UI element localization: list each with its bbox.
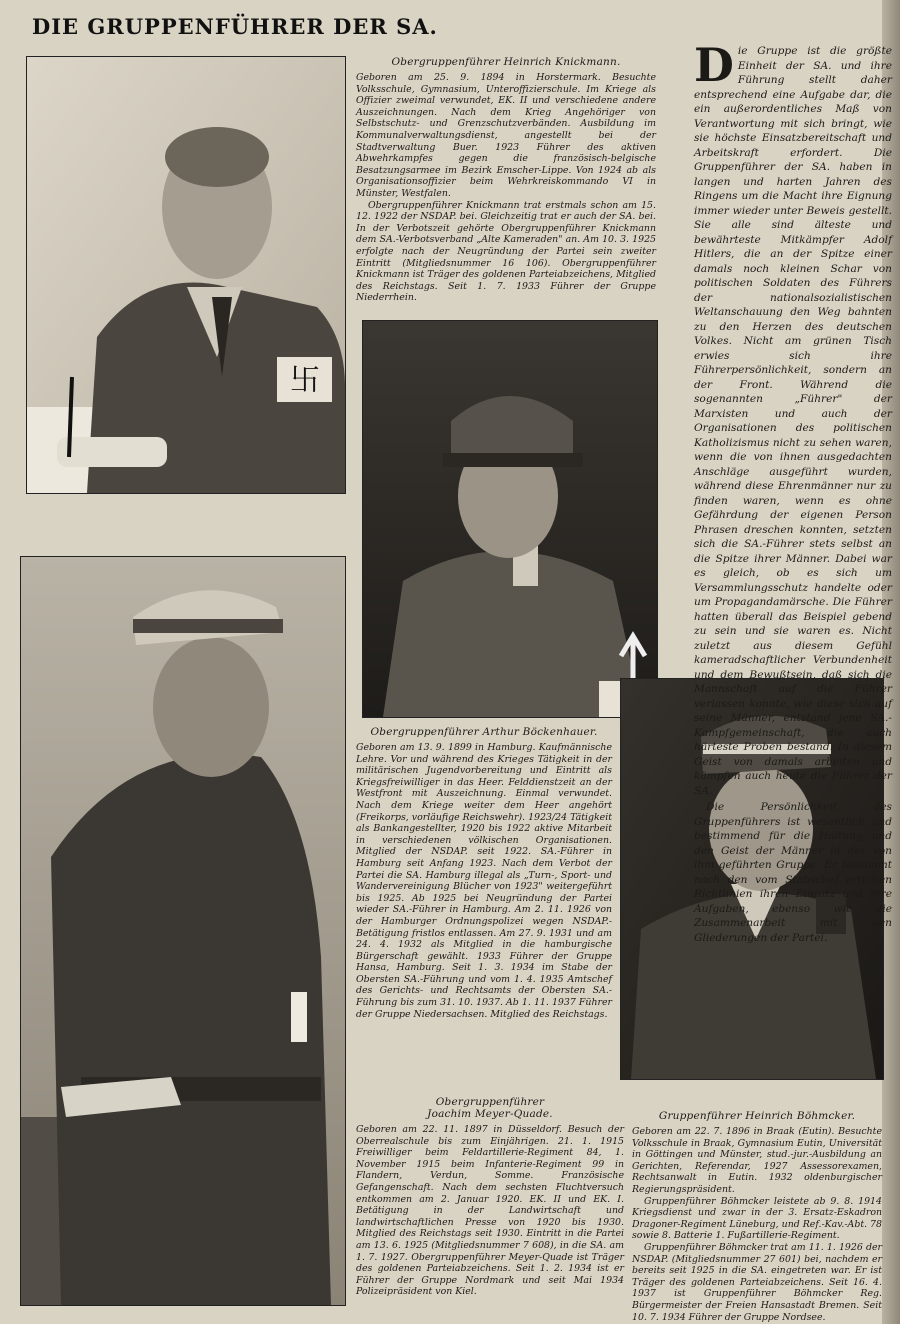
bio-title: Obergruppenführer	[435, 1096, 545, 1108]
bio-text: Geboren am 25. 9. 1894 in Horstermark. Besuchte Volksschule, Gymnasium, Unteroffizierschule. Im Kriege als Offizier zweimal verwundet, EK. II und verschiedene andere Auszeichnungen. Nach dem Krieg Angehöriger von Selbstschutz- und Grenzschutzverbänden. Ausbildung im Kommunalverwaltungsdienst, angestellt bei der Stadtverwaltung Buer. 1923 Führer des aktiven Abwehrkampfes gegen die französisch-belgische Besatzungsarmee im Bezirk Emscher-Lippe. Von 1924 ab als Organisationsoffizier beim Wehrkreiskommando VI in Münster, Westfalen.	[356, 72, 656, 199]
svg-text:卐: 卐	[290, 363, 320, 398]
page-headline: DIE GRUPPENFÜHRER DER SA.	[32, 14, 438, 39]
bio-knickmann	[356, 56, 656, 304]
article-paragraph-1	[694, 38, 892, 798]
bio-title: Obergruppenführer Arthur Böckenhauer.	[370, 726, 598, 738]
article-text-1: ie Gruppe ist die größte Einheit der SA. und ihre Führung stellt daher entsprechend eine Aufgabe dar, die ein außerordentliches Maß von Verantwortung mit sich bringt, wie sie höchste Einsatzbereitschaft und Arbeitskraft erfordert. Die Gruppenführer der SA. haben in langen und harten Jahren des Ringens um die Macht ihre Eignung immer wieder unter Beweis gestellt. Sie alle sind älteste und bewährteste Mitkämpfer Adolf Hitlers, die an der Spitze einer damals noch kleinen Schar von politischen Soldaten des Führers der nationalsozialistischen Weltanschauung den Weg bahnten zu den Herzen des deutschen Volkes. Nicht am grünen Tisch erwies sich ihre Führerpersönlichkeit, sondern an der Front. Während die sogenannten „Führer" der Marxisten und auch der Organisationen des politischen Katholizismus nicht zu sehen waren, wenn die von ihnen ausgedachten Anschläge ausgeführt wurden, während diese Ehrenmänner nur zu finden waren, wenn es ohne Gefährdung der eigenen Person Phrasen dreschen konnten, setzten sich die SA.-Führer stets selbst an die Spitze ihrer Männer. Dabei war es gleich, ob es sich um Versammlungsschutz handelte oder um Propagandamärsche. Die Führer hatten überall das Beispiel gebend zu sein und sie waren es. Nicht zuletzt aus diesem Gefühl kameradschaftlicher Verbundenheit und dem Bewußtsein, daß sich die Mannschaft auf die Führer verlassen konnte, wie diese sich auf seine Männer, entstand jene SA.-Kampfgemeinschaft, die auch härteste Proben bestand. In diesem Geist von damals arbeiten und kämpfen auch heute die Führer der SA.	[694, 45, 892, 797]
portrait-meyer-quade	[20, 556, 346, 1306]
bio-boehmcker	[632, 1110, 882, 1323]
article-column	[694, 38, 892, 944]
bio-text: Geboren am 13. 9. 1899 in Hamburg. Kaufmännische Lehre. Vor und während des Krieges Tätigkeit in der militärischen Jugendvorbereitung und Eintritt als Kriegsfreiwilliger in das Heer. Felddienstzeit an der Westfront mit Auszeichnung. Einmal verwundet. Nach dem Kriege weiter dem Heer angehört (Freikorps, vorläufige Reichswehr). 1923/24 Tätigkeit als Bankangestellter, 1920 bis 1922 aktive Mitarbeit in verschiedenen völkischen Organisationen. Mitglied der NSDAP. seit 1922. SA.-Führer in Hamburg seit Anfang 1923. Nach dem Verbot der Partei die SA. Hamburg illegal als „Turn-, Sport- und Wandervereinigung Blücher von 1923" weitergeführt bis 1925. Ab 1925 bei Neugründung der Partei wieder SA.-Führer in Hamburg. Am 2. 11. 1926 von der Hamburger Ordnungspolizei wegen NSDAP.-Betätigung fristlos entlassen. Am 27. 9. 1931 und am 24. 4. 1932 als Mitglied in die hamburgische Bürgerschaft gewählt. 1933 Führer der Gruppe Hansa, Hamburg. Seit 1. 3. 1934 im Stabe der Obersten SA.-Führung und vom 1. 4. 1935 Amtschef des Gerichts- und Rechtsamts der Obersten SA.-Führung bis zum 31. 10. 1937. Ab 1. 11. 1937 Führer der Gruppe Niedersachsen. Mitglied des Reichstags.	[356, 742, 612, 1020]
portrait-boeckenhauer	[362, 320, 658, 718]
bio-text-2: Gruppenführer Böhmcker leistete ab 9. 8. 1914 Kriegsdienst und zwar in der 3. Ersatz-Eskadron Dragoner-Regiment Lüneburg, und Ref.-Kav.-Abt. 78 sowie 8. Batterie 1. Fußartillerie-Regiment.	[632, 1195, 882, 1242]
bio-text: Geboren am 22. 7. 1896 in Braak (Eutin). Besuchte Volksschule in Braak, Gymnasium Eutin, Universität in Göttingen und Münster, stud.-jur.-Ausbildung an Gerichten, Referendar, 1927 Assessorexamen, Rechtsanwalt in Eutin. 1932 oldenburgischer Regierungspräsident.	[632, 1126, 882, 1195]
drop-cap: D	[694, 38, 734, 92]
bio-title-2: Joachim Meyer-Quade.	[427, 1108, 553, 1120]
bio-boeckenhauer	[356, 726, 612, 1020]
bio-text-3: Gruppenführer Böhmcker trat am 11. 1. 1926 der NSDAP. (Mitgliedsnummer 27 601) bei, nachdem er bereits seit 1925 in die SA. eingetreten war. Er ist Träger des goldenen Parteiabzeichens. Seit 16. 4. 1937 ist Gruppenführer Böhmcker Reg. Bürgermeister der Freien Hansastadt Bremen. Seit 10. 7. 1934 Führer der Gruppe Nordsee.	[632, 1241, 882, 1323]
bio-title: Gruppenführer Heinrich Böhmcker.	[658, 1110, 856, 1122]
bio-title: Obergruppenführer Heinrich Knickmann.	[391, 56, 621, 68]
bio-text-2: Obergruppenführer Knickmann trat erstmals schon am 15. 12. 1922 der NSDAP. bei. Gleichzeitig trat er auch der SA. bei. In der Verbotszeit gehörte Obergruppenführer Knickmann dem SA.-Verbotsverband „Alte Kameraden" an. Am 10. 3. 1925 erfolgte nach der Neugründung der Partei sein zweiter Eintritt (Mitgliedsnummer 16 106). Obergruppenführer Knickmann ist Träger des goldenen Parteiabzeichens, Mitglied des Reichstags. Seit 1. 7. 1933 Führer der Gruppe Niederrhein.	[356, 199, 656, 304]
article-paragraph-2: Die Persönlichkeit des Gruppenführers ist wesentlich und bestimmend für die Haltung und den Geist der Männer in der von ihm geführten Gruppe. Er bestimmt nach den vom Stabschef erteilten Richtlinien ihren Einsatz und ihre Aufgaben, ebenso wie die Zusammenarbeit mit den Gliederungen der Partei.	[694, 801, 892, 944]
bio-meyer-quade	[356, 1096, 624, 1298]
portrait-knickmann	[26, 56, 346, 494]
bio-text: Geboren am 22. 11. 1897 in Düsseldorf. Besuch der Oberrealschule bis zum Einjährigen. 21. 1. 1915 Freiwilliger beim Feldartillerie-Regiment 84, 1. November 1915 beim Infanterie-Regiment 99 in Flandern, Verdun, Somme. Französische Gefangenschaft. Nach dem sechsten Fluchtversuch entkommen am 2. Januar 1920. EK. II und EK. I. Betätigung in der Landwirtschaft und landwirtschaftlichen Presse von 1920 bis 1930. Mitglied des Reichstags seit 1930. Eintritt in die Partei am 13. 6. 1925 (Mitgliedsnummer 7 608), in die SA. am 1. 7. 1927. Obergruppenführer Meyer-Quade ist Träger des goldenen Parteiabzeichens. Seit 1. 2. 1934 ist er Führer der Gruppe Nordmark und seit Mai 1934 Polizeipräsident von Kiel.	[356, 1124, 624, 1298]
